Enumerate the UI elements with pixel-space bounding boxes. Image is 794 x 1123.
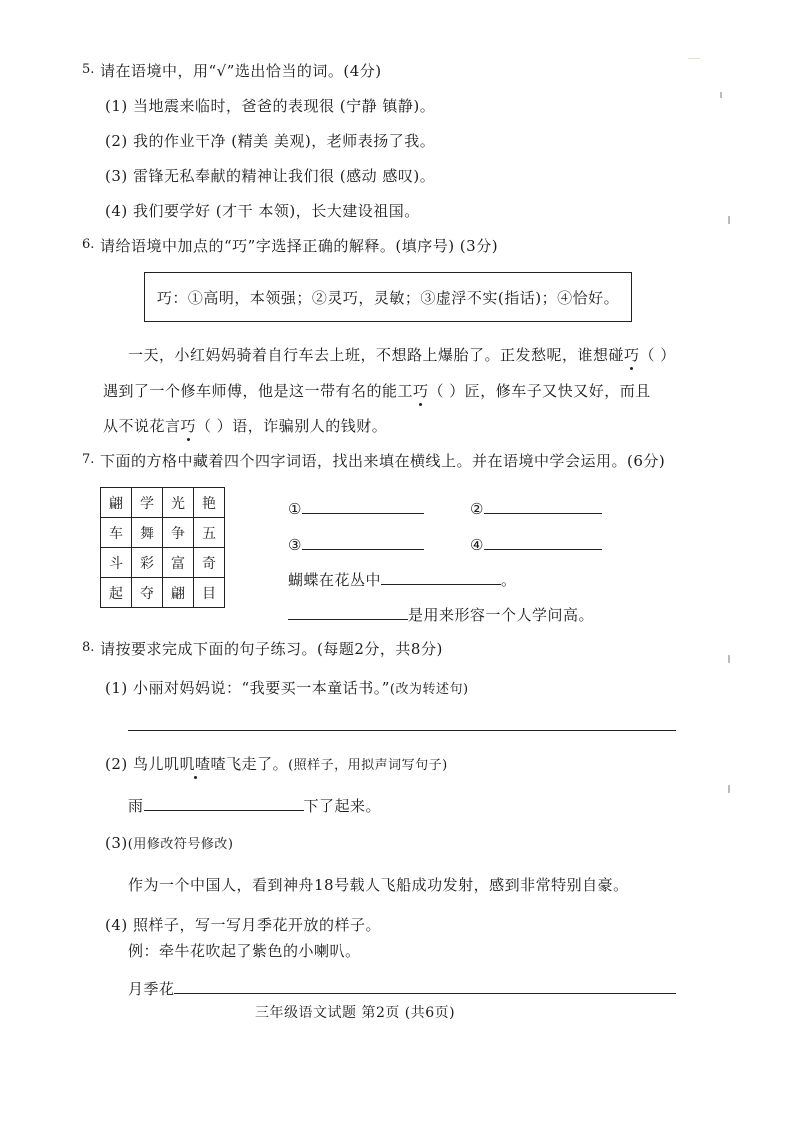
page-footer: 三年级语文试题 第2页 (共6页) — [255, 1005, 456, 1021]
q8-sub-2 — [105, 753, 448, 774]
dotted-onomatopoeia: 叽叽喳喳 — [164, 755, 227, 773]
q6-text: 从不说花言 — [103, 417, 181, 435]
q5-item-1: (1) 当地震来临时，爸爸的表现很 (宁静 镇静)。 — [105, 97, 436, 115]
sub-number: (3) — [105, 834, 128, 852]
answer-line-2 — [470, 497, 602, 518]
scan-artifact — [728, 785, 730, 793]
scan-artifact — [728, 216, 730, 224]
q8-sub-3-text: 作为一个中国人，看到神舟18号载人飞船成功发射，感到非常特别自豪。 — [128, 876, 629, 894]
sub-text: 小丽对妈妈说：“我要买一本童话书。” — [133, 679, 390, 697]
scan-artifact — [720, 92, 722, 98]
scan-artifact — [688, 58, 700, 59]
answer-blank[interactable] — [288, 603, 408, 620]
q5-item-3: (3) 雷锋无私奉献的精神让我们很 (感动 感叹)。 — [105, 167, 436, 185]
sub-number: (2) — [105, 755, 128, 773]
answer-blank[interactable]: （ ）语，诈骗别人的钱财。 — [196, 417, 388, 435]
q6-heading: 请给语境中加点的“巧”字选择正确的解释。(填序号) (3分) — [100, 237, 499, 255]
grid-cell: 富 — [163, 548, 194, 578]
scan-artifact — [728, 655, 730, 663]
grid-cell: 学 — [132, 488, 163, 518]
answer-blank[interactable]: （ ）匠，修车子又快又好，而且 — [428, 382, 651, 400]
grid-cell: 夺 — [132, 578, 163, 608]
sentence-text: 是用来形容一个人学问高。 — [408, 606, 595, 624]
answer-blank[interactable] — [144, 794, 304, 811]
q5-heading: 请在语境中，用“√”选出恰当的词。(4分) — [100, 62, 382, 80]
grid-cell: 奇 — [194, 548, 225, 578]
sentence-text: 蝴蝶在花丛中 — [288, 571, 382, 589]
grid-cell: 舞 — [132, 518, 163, 548]
dotted-char: 巧 — [180, 417, 197, 435]
answer-rule-1[interactable] — [128, 730, 676, 731]
answer-blank[interactable] — [302, 533, 424, 550]
grid-cell: 目 — [194, 578, 225, 608]
q8-number: 8. — [82, 640, 95, 655]
usage-sentence-1 — [288, 568, 517, 590]
answer-line-1 — [288, 497, 424, 518]
sub-hint: (用修改符号修改) — [127, 837, 234, 852]
grid-cell: 车 — [101, 518, 132, 548]
rain-sentence — [128, 794, 381, 816]
q8-heading: 请按要求完成下面的句子练习。(每题2分，共8分) — [100, 640, 443, 658]
mark-3: ③ — [288, 536, 302, 554]
answer-blank[interactable]: （ ） — [639, 346, 676, 364]
q5-number: 5. — [82, 62, 95, 77]
mark-2: ② — [470, 500, 484, 518]
mark-1: ① — [288, 500, 302, 518]
sub-text: 照样子，写一写月季花开放的样子。 — [133, 916, 382, 934]
dotted-char: 巧 — [624, 346, 640, 364]
sub-text: 鸟儿 — [133, 755, 165, 773]
answer-line-3 — [288, 533, 424, 554]
sub-hint: (改为转述句) — [389, 682, 469, 697]
q6-paragraph-line-3 — [103, 415, 387, 436]
sentence-end: 。 — [501, 571, 517, 589]
usage-sentence-2 — [288, 603, 594, 625]
sub-number: (4) — [105, 916, 128, 934]
sentence-start: 雨 — [128, 797, 144, 815]
example-sentence: 例：牵牛花吹起了紫色的小喇叭。 — [128, 942, 361, 960]
q7-heading: 下面的方格中藏着四个四字词语，找出来填在横线上。并在语境中学会运用。(6分) — [100, 452, 666, 470]
grid-cell: 艳 — [194, 488, 225, 518]
sentence-end: 下了起来。 — [303, 797, 382, 815]
grid-cell: 彩 — [132, 548, 163, 578]
q5-item-4: (4) 我们要学好 (才干 本领)，长大建设祖国。 — [105, 202, 420, 220]
q6-number: 6. — [82, 237, 95, 252]
answer-blank[interactable] — [381, 568, 501, 585]
grid-cell: 五 — [194, 518, 225, 548]
grid-cell: 翩 — [101, 488, 132, 518]
answer-blank[interactable] — [484, 497, 602, 514]
answer-blank[interactable] — [302, 497, 424, 514]
q6-paragraph-line-2 — [103, 380, 651, 401]
q8-sub-3 — [105, 833, 233, 852]
grid-cell: 斗 — [101, 548, 132, 578]
grid-cell: 光 — [163, 488, 194, 518]
answer-rule-4[interactable] — [174, 993, 676, 994]
dotted-char: 巧 — [413, 382, 429, 400]
q8-sub-4 — [105, 914, 381, 935]
definition-text: 巧：①高明，本领强；②灵巧，灵敏；③虚浮不实(指话)；④恰好。 — [156, 288, 620, 307]
answer-blank[interactable] — [484, 533, 602, 550]
grid-cell: 起 — [101, 578, 132, 608]
sub-text: 飞走了。 — [226, 755, 289, 773]
q7-number: 7. — [82, 452, 95, 467]
definition-box — [144, 272, 632, 322]
answer-line-4 — [470, 533, 602, 554]
mark-4: ④ — [470, 536, 484, 554]
grid-cell: 翩 — [163, 578, 194, 608]
q5-item-2: (2) 我的作业干净 (精美 美观)，老师表扬了我。 — [105, 132, 436, 150]
rose-start: 月季花 — [128, 980, 175, 998]
sub-hint: (照样子，用拟声词写句子) — [288, 758, 448, 773]
sub-number: (1) — [105, 679, 128, 697]
q6-text: 一天，小红妈妈骑着自行车去上班，不想路上爆胎了。正发愁呢，谁想碰 — [128, 346, 625, 364]
character-grid — [100, 487, 225, 608]
q6-text: 遇到了一个修车师傅，他是这一带有名的能工 — [103, 382, 414, 400]
grid-cell: 争 — [163, 518, 194, 548]
q8-sub-1 — [105, 677, 469, 698]
q6-paragraph-line-1 — [128, 344, 676, 365]
